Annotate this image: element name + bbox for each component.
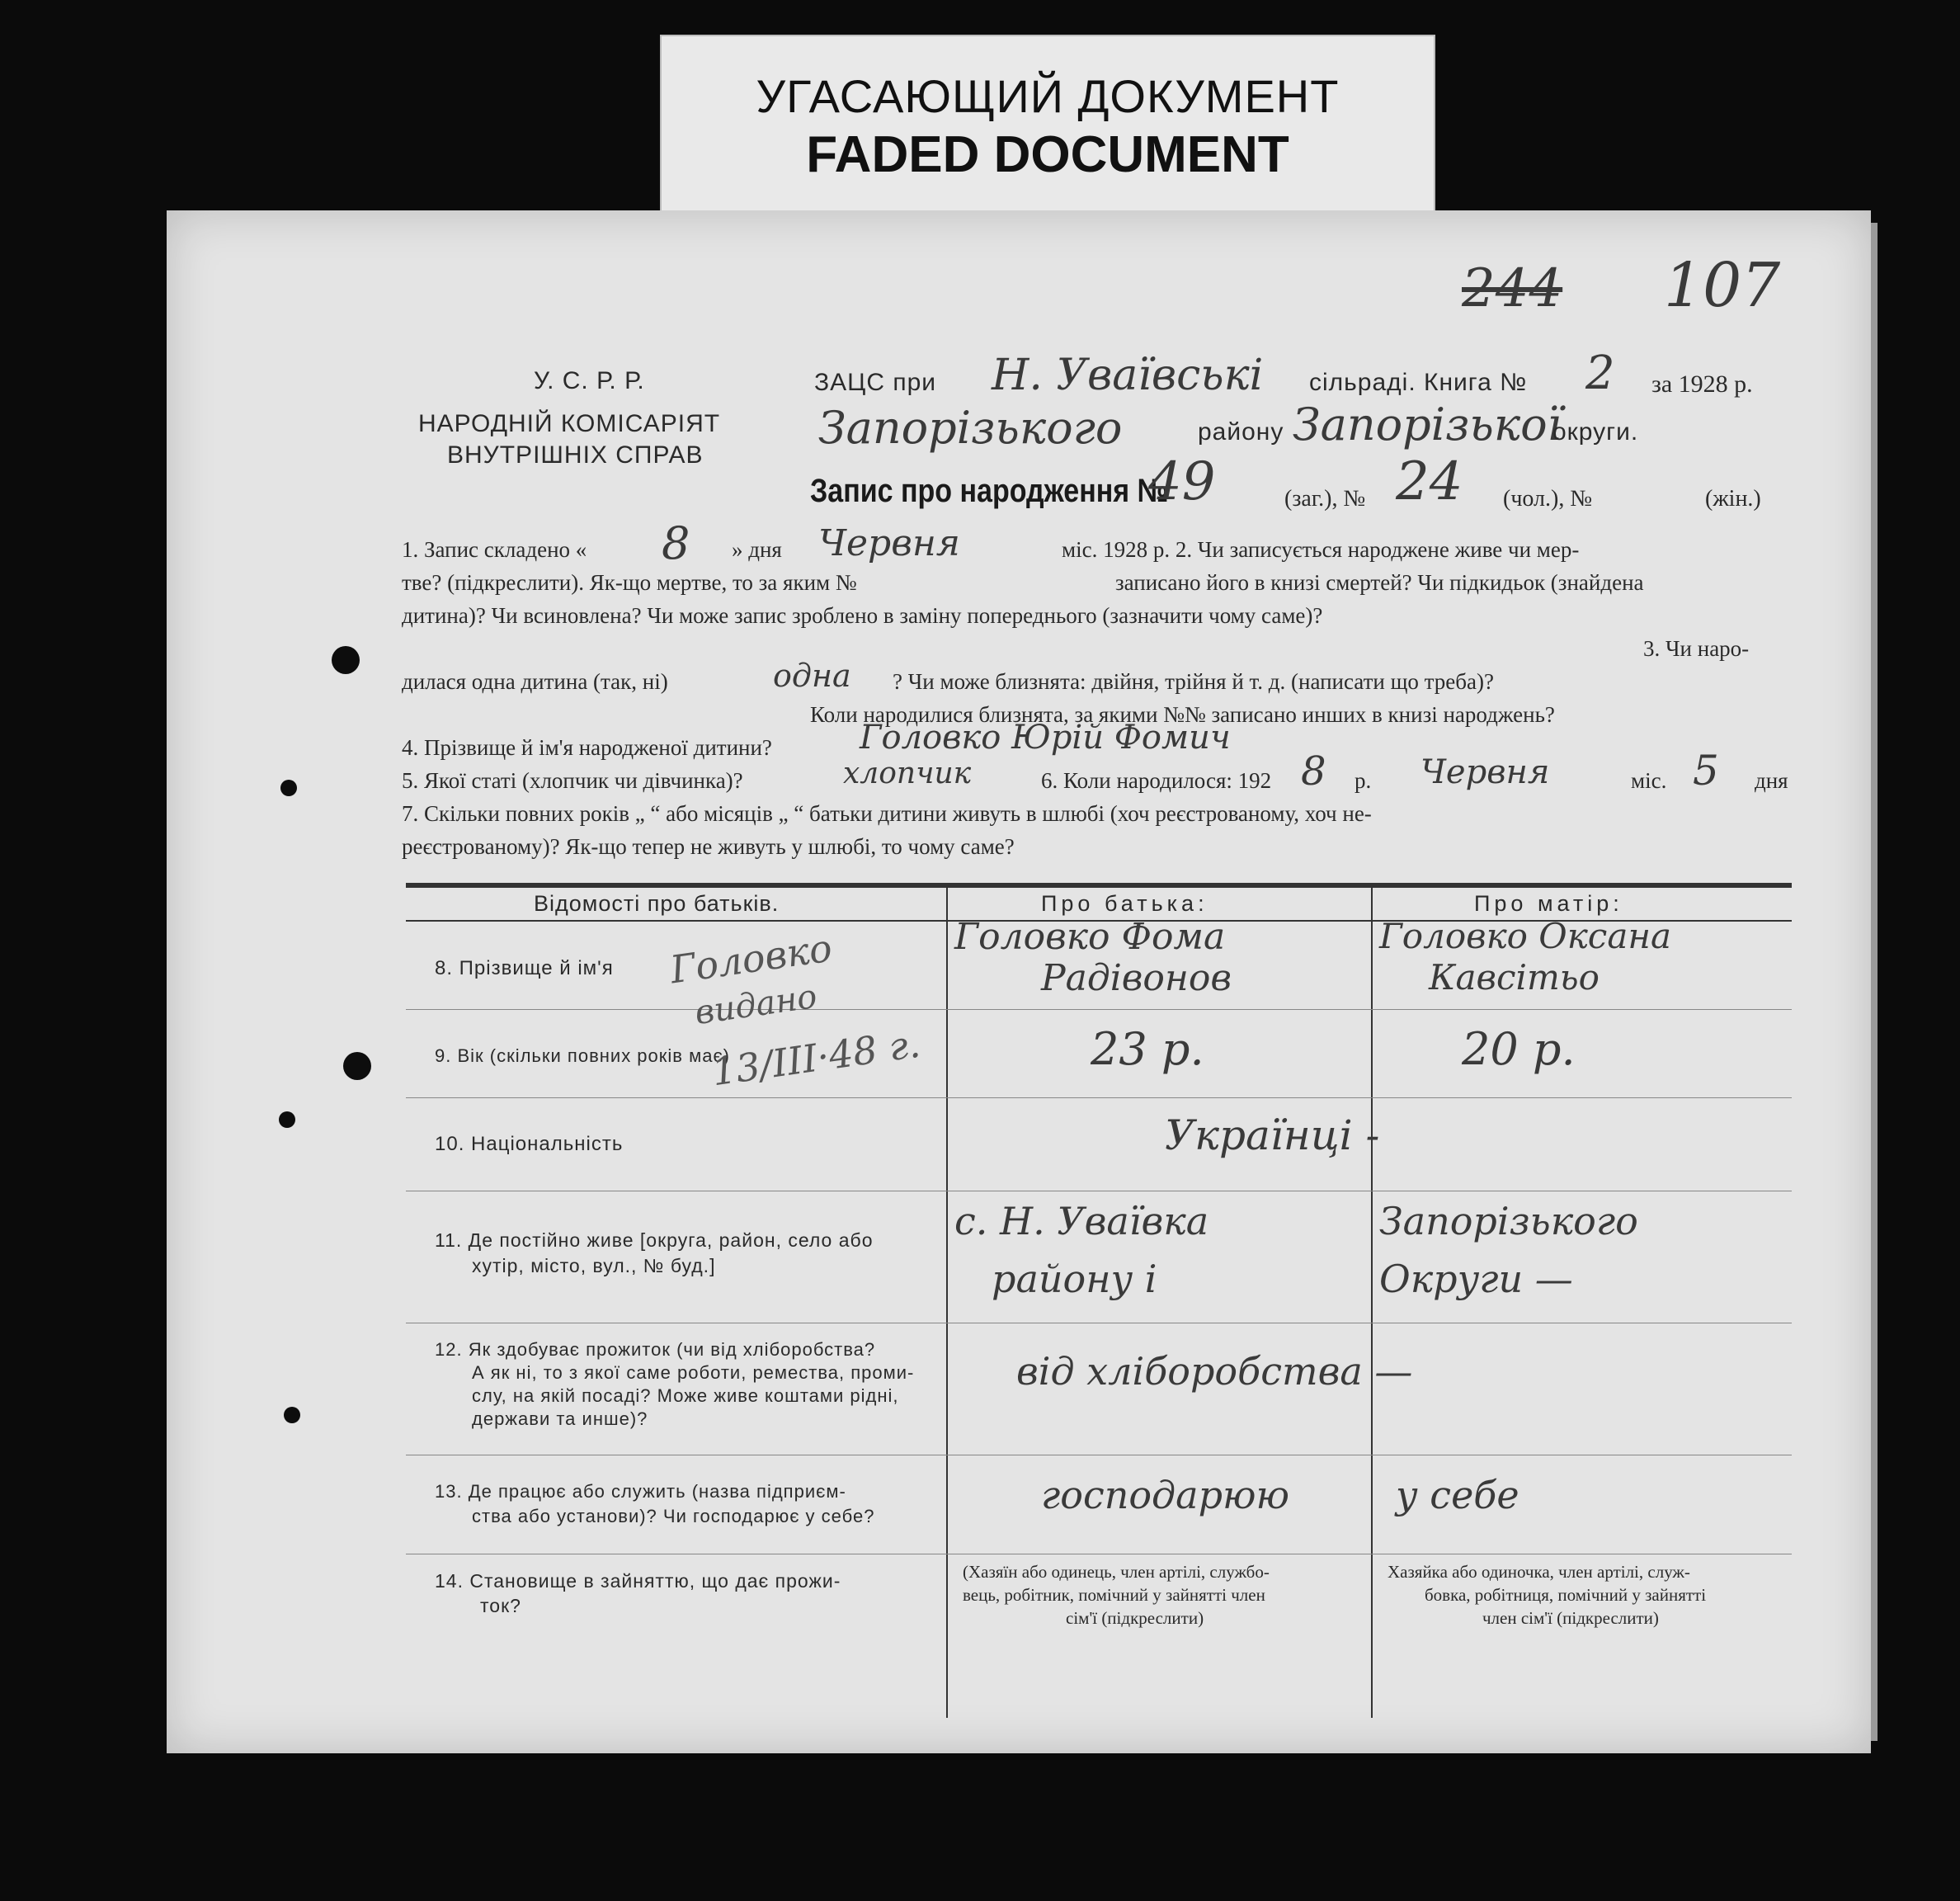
row-label: 9. Вік (скільки повних років має): [435, 1045, 731, 1066]
father-residence-2: району і: [992, 1257, 1157, 1301]
general-number: 49: [1148, 451, 1216, 512]
birth-month: Червня: [1421, 753, 1550, 791]
birth-year-digit: 8: [1301, 748, 1326, 795]
line-1b: » дня: [732, 537, 782, 562]
row-label: 12. Як здобуває прожиток (чи від хліборобства?: [435, 1339, 876, 1360]
table-col-rule: [1371, 883, 1373, 1718]
line-8d: міс.: [1631, 768, 1667, 793]
row-label-cont: А як ні, то з якої саме роботи, ремества, проми-: [472, 1362, 915, 1383]
row-label-cont: ток?: [480, 1595, 521, 1616]
line-8b: 6. Коли народилося: 192: [1041, 768, 1272, 793]
mother-residence-2: Округи —: [1379, 1257, 1573, 1301]
line-8a: 5. Якої статі (хлопчик чи дівчинка)?: [402, 768, 743, 793]
table-top-rule: [406, 883, 1792, 888]
line-8c: р.: [1355, 768, 1372, 793]
table-header-mother: Про матір:: [1474, 891, 1623, 916]
workplace-self: у себе: [1396, 1473, 1519, 1517]
line-8e: дня: [1755, 768, 1788, 793]
father-occupation-options-3: сім'ї (підкреслити): [1066, 1608, 1204, 1628]
zags-prefix: ЗАЦС при: [814, 369, 937, 396]
line-2b: записано його в книзі смертей? Чи підкидьок (знайдена: [1115, 570, 1644, 595]
mother-occupation-options-3: член сім'ї (підкреслити): [1482, 1608, 1659, 1628]
record-day: 8: [662, 517, 690, 569]
punch-hole: [284, 1407, 300, 1423]
okruhy-label: округи.: [1552, 418, 1639, 446]
line-1c: міс. 1928 р. 2. Чи записується народжене живе чи мер-: [1062, 537, 1580, 562]
table-col-rule: [946, 883, 948, 1718]
book-number: 2: [1585, 347, 1615, 400]
row-label: 8. Прізвище й ім'я: [435, 957, 614, 979]
record-month: Червня: [818, 522, 960, 564]
mother-patronymic: Кавсітьо: [1429, 957, 1600, 998]
row-label: 10. Національність: [435, 1133, 624, 1155]
line-7a: 4. Прізвище й ім'я народженої дитини?: [402, 735, 772, 760]
row-label: 14. Становище в зайняттю, що дає прожи-: [435, 1570, 841, 1592]
mother-residence: Запорізького: [1379, 1199, 1638, 1243]
pencil-note-date: 13/III·48 г.: [709, 1021, 923, 1095]
father-patronymic: Радівонов: [1041, 957, 1232, 999]
punch-hole: [343, 1052, 371, 1080]
line-3: дитина)? Чи всиновлена? Чи може запис зроблено в заміну попереднього (зазначити чому саме)?: [402, 603, 1323, 628]
father-occupation-options-2: вець, робітник, помічний у зайнятті член: [963, 1585, 1265, 1605]
raion-label: району: [1198, 418, 1284, 446]
ussr-label: У. С. Р. Р.: [534, 367, 645, 394]
label-english: FADED DOCUMENT: [806, 126, 1289, 183]
mother-age: 20 р.: [1462, 1023, 1576, 1075]
zags-place: Н. Уваївські: [992, 351, 1264, 400]
mother-occupation-options: Хазяйка або одиночка, член артілі, служ-: [1388, 1562, 1690, 1582]
pencil-note-surname: Головко: [667, 925, 835, 993]
label-russian: УГАСАЮЩИЙ ДОКУМЕНТ: [756, 70, 1340, 122]
commissariat-label: НАРОДНІЙ КОМІСАРІЯТ: [418, 410, 721, 437]
mother-occupation-options-2: бовка, робітниця, помічний у зайнятті: [1425, 1585, 1707, 1605]
father-name: Головко Фома: [954, 916, 1226, 958]
punch-hole: [280, 780, 297, 796]
row-label-cont: ства або установи)? Чи господарює у себе?: [472, 1506, 875, 1526]
father-occupation-options: (Хазяїн або одинець, член артілі, службо-: [963, 1562, 1270, 1582]
faded-document-label: [660, 35, 1435, 216]
row-label-cont: держави та инше)?: [472, 1408, 648, 1429]
child-sex: хлопчик: [843, 757, 972, 790]
pencil-note-issued: видано: [692, 977, 820, 1033]
internal-affairs-label: ВНУТРІШНІХ СПРАВ: [447, 441, 704, 469]
line-9: 7. Скільки повних років „ “ або місяців „ “ батьки дитини живуть в шлюбі (хоч реєстрованому, хоч не-: [402, 801, 1372, 826]
row-label: 11. Де постійно живе [округа, район, село або: [435, 1229, 874, 1251]
year-label: за 1928 р.: [1651, 370, 1753, 398]
mother-name: Головко Оксана: [1379, 916, 1672, 956]
line-10: реєстрованому)? Як-що тепер не живуть у шлюбі, то чому саме?: [402, 834, 1015, 859]
chol-label: (чол.), №: [1503, 486, 1593, 512]
row-label-cont: слу, на якій посаді? Може живе коштами рідні,: [472, 1385, 899, 1406]
line-1a: 1. Запис складено «: [402, 537, 587, 562]
table-header-father: Про батька:: [1041, 891, 1209, 916]
row-label: 13. Де працює або служить (назва підприєм-: [435, 1481, 846, 1502]
okruha-handwritten: Запорізької: [1293, 399, 1562, 450]
document-sheet: [167, 210, 1871, 1753]
line-6: Коли народилися близнята, за якими №№ записано инших в книзі народжень?: [810, 702, 1555, 727]
new-page-number: 107: [1664, 250, 1781, 321]
birth-record-title: Запис про народження №: [810, 473, 1169, 509]
old-page-number: 244: [1462, 258, 1563, 319]
line-4: 3. Чи наро-: [1643, 636, 1750, 661]
male-number: 24: [1396, 451, 1463, 512]
livelihood: від хліборобства —: [1016, 1349, 1413, 1394]
line-5b: ? Чи може близнята: двійня, трійня й т. д. (написати що треба)?: [893, 669, 1494, 694]
workplace: господарюю: [1041, 1473, 1290, 1517]
district-handwritten: Запорізького: [818, 402, 1123, 454]
row-rule: [406, 1097, 1792, 1098]
birth-day: 5: [1693, 747, 1719, 795]
zhin-label: (жін.): [1705, 486, 1761, 512]
zag-label: (заг.), №: [1284, 486, 1366, 512]
line-2: тве? (підкреслити). Як-що мертве, то за яким №: [402, 570, 857, 595]
child-name: Головко Юрій Фомич: [860, 719, 1231, 757]
father-residence: с. Н. Уваївка: [954, 1199, 1209, 1243]
punch-hole: [332, 646, 360, 674]
book-label: сільраді. Книга №: [1309, 369, 1528, 396]
nationality: Українці -: [1165, 1111, 1380, 1159]
father-age: 23 р.: [1091, 1023, 1204, 1075]
line-5a: дилася одна дитина (так, ні): [402, 669, 668, 694]
table-header-parents: Відомості про батьків.: [534, 891, 780, 916]
one-child-answer: одна: [773, 658, 851, 694]
punch-hole: [279, 1111, 295, 1128]
row-label-cont: хутір, місто, вул., № буд.]: [472, 1255, 716, 1276]
row-rule: [406, 1009, 1792, 1010]
